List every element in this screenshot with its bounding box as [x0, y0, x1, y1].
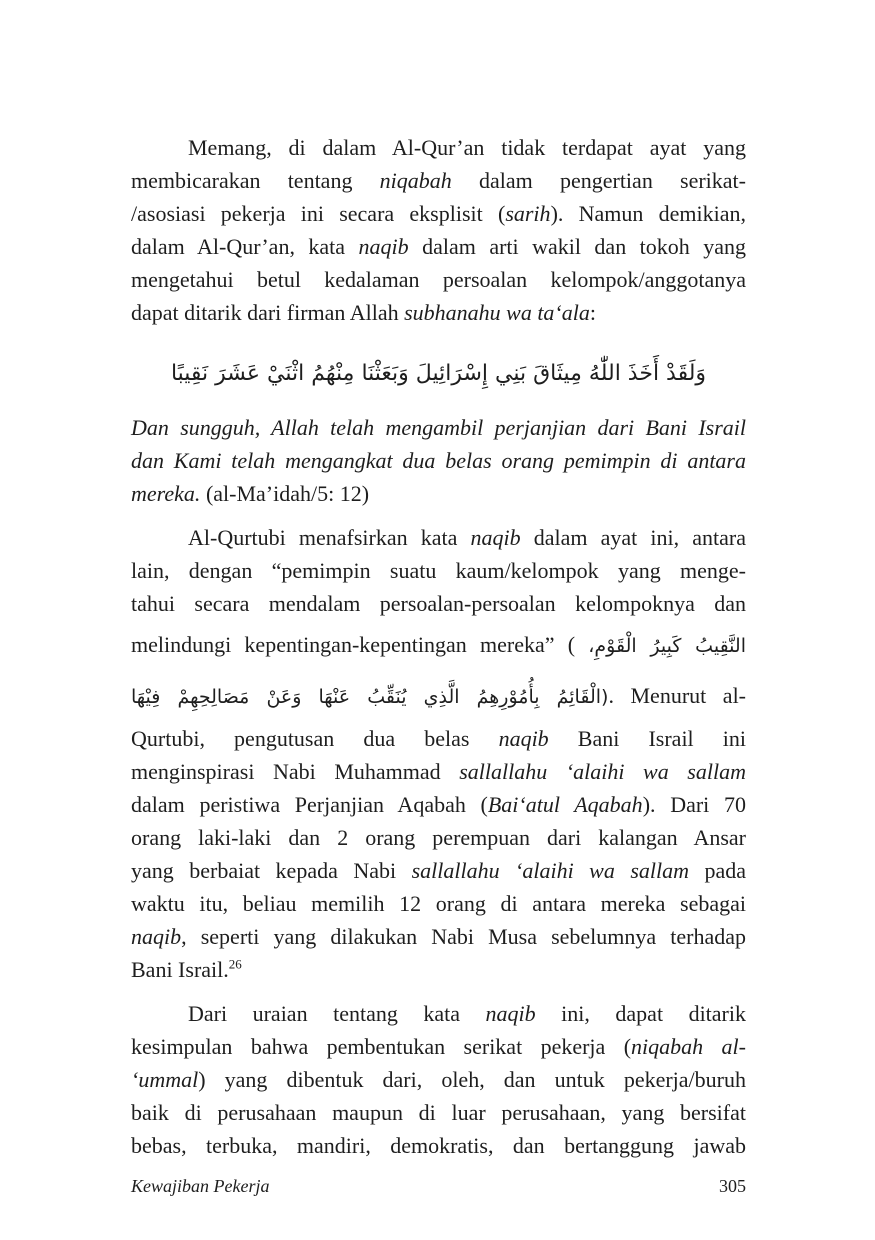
text-line	[131, 722, 746, 755]
text-line	[131, 444, 746, 477]
text-segment: dalam arti wakil dan tokoh yang	[408, 234, 746, 259]
paragraph	[131, 997, 746, 1162]
text-segment: ini, dapat ditarik	[535, 1001, 746, 1026]
text-line	[131, 920, 746, 953]
italic-term: Dan sungguh, Allah telah mengambil perjanjian dari Bani Israil	[131, 415, 746, 440]
text-segment: Bani Israil ini	[548, 726, 747, 751]
text-line	[131, 1129, 746, 1162]
text-line	[131, 164, 746, 197]
paragraph	[131, 521, 746, 986]
text-line	[131, 296, 746, 329]
text-segment: /asosiasi pekerja ini secara eksplisit (	[131, 201, 506, 226]
text-segment: Bani Israil.	[131, 957, 229, 982]
text-line	[131, 887, 746, 920]
text-line	[131, 1030, 746, 1063]
text-line	[131, 788, 746, 821]
page-number: 305	[719, 1176, 746, 1196]
paragraph	[131, 131, 746, 329]
text-line	[131, 620, 746, 671]
text-segment: (al-Ma’idah/5: 12)	[200, 481, 370, 506]
text-segment: kesimpulan bahwa pembentukan serikat pekerja (	[131, 1034, 632, 1059]
text-line	[131, 953, 746, 986]
text-line	[131, 755, 746, 788]
italic-term: naqib	[358, 234, 409, 259]
text-segment: baik di perusahaan maupun di luar perusahaan, yang bersifat	[131, 1100, 746, 1125]
italic-term: naqib	[498, 726, 549, 751]
text-segment: dalam ayat ini, antara	[520, 525, 746, 550]
text-segment: menginspirasi Nabi Muhammad	[131, 759, 460, 784]
text-segment: dalam Al-Qur’an, kata	[131, 234, 359, 259]
italic-term: niqabah	[379, 168, 452, 193]
italic-term: sallallahu ‘alaihi wa sallam	[459, 759, 746, 784]
text-line	[131, 411, 746, 444]
footnote-ref: 26	[228, 956, 242, 972]
text-segment: pada	[689, 858, 746, 883]
text-line	[131, 131, 746, 164]
text-segment: ). Namun demikian,	[550, 201, 746, 226]
italic-term: mereka.	[131, 481, 201, 506]
text-segment: ) yang dibentuk dari, oleh, dan untuk pekerja/buruh	[198, 1067, 746, 1092]
italic-term: dan Kami telah mengangkat dua belas orang pemimpin di antara	[131, 448, 746, 473]
text-line	[131, 230, 746, 263]
italic-term: subhanahu wa ta‘ala	[404, 300, 590, 325]
italic-term: naqib	[131, 924, 182, 949]
text-segment: :	[589, 300, 596, 325]
text-line	[131, 554, 746, 587]
text-segment: Dari uraian tentang kata	[188, 1001, 486, 1026]
text-line	[131, 821, 746, 854]
italic-term: sallallahu ‘alaihi wa sallam	[411, 858, 689, 883]
text-line	[131, 854, 746, 887]
text-segment: Qurtubi, pengutusan dua belas	[131, 726, 499, 751]
text-segment: waktu itu, beliau memilih 12 orang di antara mereka sebagai	[131, 891, 746, 916]
text-segment: Memang, di dalam Al-Qur’an tidak terdapat ayat yang	[188, 135, 746, 160]
text-segment: dalam pengertian serikat-	[451, 168, 746, 193]
italic-term: sarih	[505, 201, 551, 226]
text-segment: bebas, terbuka, mandiri, demokratis, dan bertanggung jawab	[131, 1133, 746, 1158]
text-segment: mengetahui betul kedalaman persoalan kelompok/anggotanya	[131, 267, 746, 292]
running-title: Kewajiban Pekerja	[131, 1176, 270, 1196]
text-line	[131, 263, 746, 296]
text-line	[131, 671, 746, 722]
arabic-text: (الْقَائِمُ بِأُمُوْرِهِمُ الَّذِي يُنَقِّبُ عَنْهَا وَعَنْ مَصَالِحِهِمْ فِيْهَا	[131, 686, 609, 708]
text-segment: melindungi kepentingan-kepentingan mereka” (	[131, 632, 589, 657]
text-segment: , seperti yang dilakukan Nabi Musa sebelumnya terhadap	[181, 924, 746, 949]
text-line	[131, 1063, 746, 1096]
italic-term: ‘ummal	[131, 1067, 199, 1092]
italic-term: Bai‘atul Aqabah	[487, 792, 643, 817]
text-segment: dapat ditarik dari firman Allah	[131, 300, 405, 325]
text-segment: membicarakan tentang	[131, 168, 380, 193]
text-line	[131, 587, 746, 620]
text-segment: dalam peristiwa Perjanjian Aqabah (	[131, 792, 488, 817]
text-segment: Al-Qurtubi menafsirkan kata	[188, 525, 471, 550]
text-segment: lain, dengan “pemimpin suatu kaum/kelompok yang menge-	[131, 558, 746, 583]
arabic-text: النَّقِيبُ كَبِيرُ الْقَوْمِ،	[588, 635, 746, 657]
text-segment: yang berbaiat kepada Nabi	[131, 858, 412, 883]
text-line	[131, 997, 746, 1030]
text-segment: orang laki-laki dan 2 orang perempuan dari kalangan Ansar	[131, 825, 746, 850]
text-line	[131, 197, 746, 230]
page-body	[131, 131, 746, 1162]
italic-term: naqib	[485, 1001, 536, 1026]
italic-term: naqib	[470, 525, 521, 550]
text-line	[131, 521, 746, 554]
quran-verse-block: وَلَقَدْ أَخَذَ اللّٰهُ مِيثَاقَ بَنِي إِسْرَائِيلَ وَبَعَثْنَا مِنْهُمُ اثْنَيْ عَشَرَ نَقِيبًا	[170, 361, 707, 386]
italic-term: niqabah al-	[631, 1034, 746, 1059]
text-line	[131, 477, 746, 510]
page-footer	[131, 1173, 746, 1199]
text-segment: ). Dari 70	[642, 792, 746, 817]
text-segment: tahui secara mendalam persoalan-persoalan kelompoknya dan	[131, 591, 746, 616]
text-line	[131, 1096, 746, 1129]
verse-translation	[131, 411, 746, 510]
text-segment: . Menurut al-	[608, 683, 747, 708]
